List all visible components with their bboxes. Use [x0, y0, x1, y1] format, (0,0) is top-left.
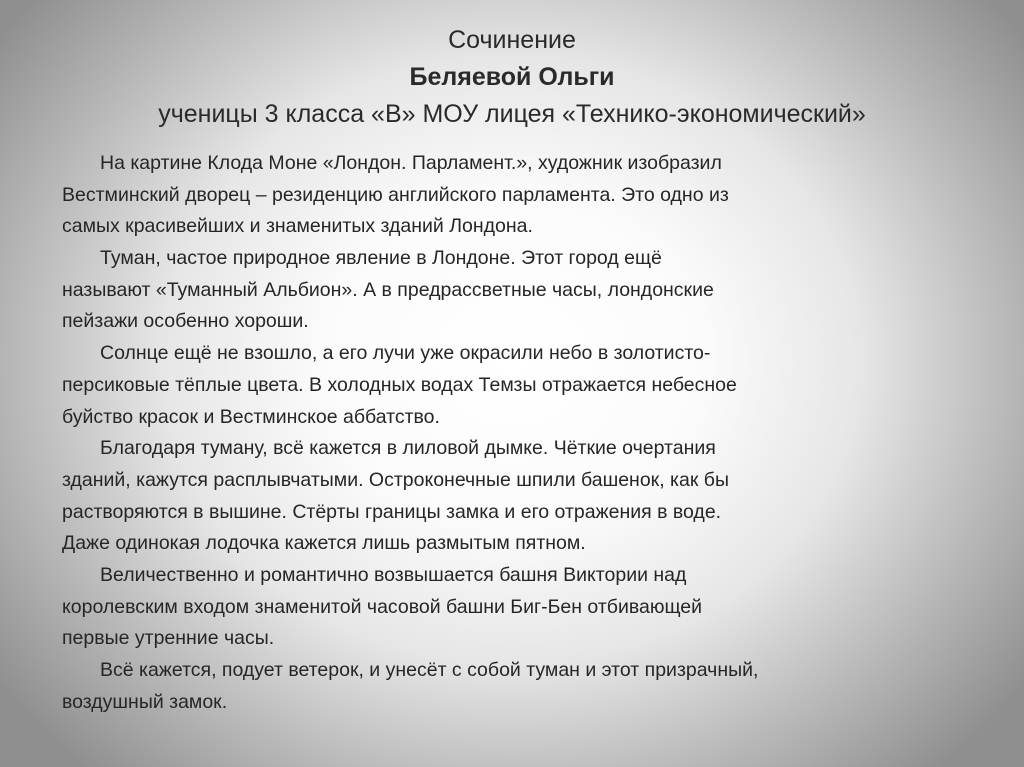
text-line: растворяются в вышине. Стёрты границы замка и его отражения в воде.: [62, 500, 722, 523]
text-line: Величественно и романтично возвышается башня Виктории над: [100, 563, 687, 586]
text-line: пейзажи особенно хороши.: [62, 310, 309, 333]
text-line: зданий, кажутся расплывчатыми. Остроконечные шпили башенок, как бы: [62, 468, 729, 491]
title-line-1: Сочинение: [448, 26, 576, 54]
text-line: Туман, частое природное явление в Лондоне. Этот город ещё: [100, 247, 662, 270]
title-block: [0, 22, 1024, 133]
text-line: Всё кажется, подует ветерок, и унесёт с собой туман и этот призрачный,: [100, 659, 759, 681]
text-line: Благодаря туману, всё кажется в лиловой дымке. Чёткие очертания: [100, 437, 716, 460]
text-line: воздушный замок.: [62, 690, 228, 713]
text-line: королевским входом знаменитой часовой башни Биг-Бен отбивающей: [62, 595, 703, 618]
text-line: Вестминский дворец – резиденцию английского парламента. Это одно из: [62, 183, 729, 206]
text-line: называют «Туманный Альбион». А в предрассветные часы, лондонские: [62, 278, 714, 301]
text-line: персиковые тёплые цвета. В холодных водах Темзы отражается небесное: [62, 373, 737, 396]
text-line: На картине Клода Моне «Лондон. Парламент.», художник изобразил: [100, 152, 722, 174]
text-line: Даже одинокая лодочка кажется лишь размытым пятном.: [62, 532, 586, 555]
text-line: первые утренние часы.: [62, 627, 275, 650]
text-line: самых красивейших и знаменитых зданий Лондона.: [62, 215, 533, 238]
text-line: буйство красок и Вестминское аббатство.: [62, 405, 440, 428]
author-name: Беляевой Ольги: [409, 63, 615, 91]
text-line: Солнце ещё не взошло, а его лучи уже окрасили небо в золотисто-: [100, 342, 711, 365]
essay-text: [62, 148, 962, 718]
author-description: ученицы 3 класса «В» МОУ лицея «Технико-экономический»: [158, 100, 866, 128]
